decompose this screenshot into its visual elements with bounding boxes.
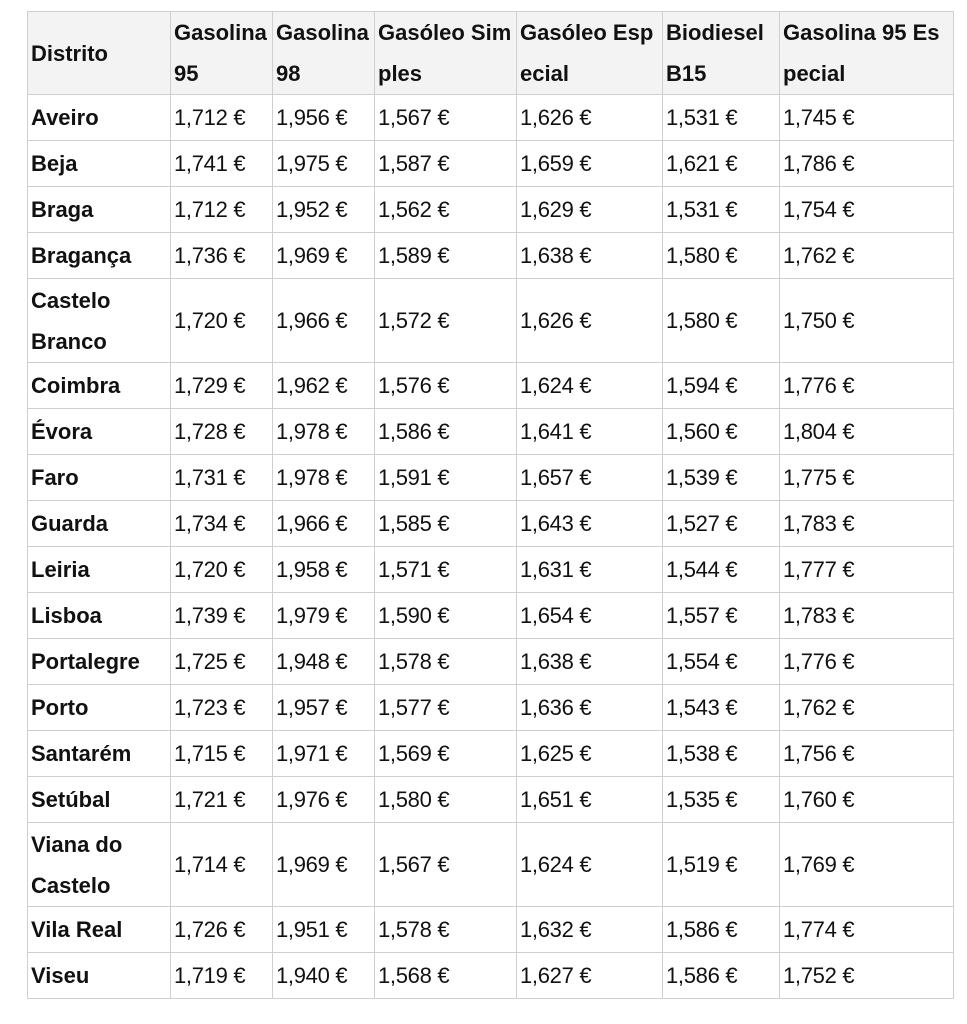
price-cell-gasolina-95: 1,720 € bbox=[171, 547, 273, 593]
table-row bbox=[28, 279, 954, 363]
table-row bbox=[28, 187, 954, 233]
price-cell-gasolina-95-especial: 1,776 € bbox=[780, 363, 954, 409]
table-row bbox=[28, 233, 954, 279]
price-cell-gasolina-98: 1,951 € bbox=[273, 907, 375, 953]
price-cell-gasoleo-especial: 1,641 € bbox=[517, 409, 663, 455]
price-cell-gasolina-95: 1,728 € bbox=[171, 409, 273, 455]
table-row bbox=[28, 685, 954, 731]
district-cell: Lisboa bbox=[28, 593, 171, 639]
fuel-price-table bbox=[27, 11, 954, 999]
table-row bbox=[28, 953, 954, 999]
price-cell-biodiesel-b15: 1,586 € bbox=[663, 953, 780, 999]
price-cell-gasolina-98: 1,948 € bbox=[273, 639, 375, 685]
price-cell-gasoleo-simples: 1,571 € bbox=[375, 547, 517, 593]
table-row bbox=[28, 455, 954, 501]
price-cell-gasolina-95-especial: 1,745 € bbox=[780, 95, 954, 141]
table-row bbox=[28, 731, 954, 777]
price-cell-gasoleo-simples: 1,567 € bbox=[375, 823, 517, 907]
district-cell: Viseu bbox=[28, 953, 171, 999]
price-cell-gasoleo-especial: 1,651 € bbox=[517, 777, 663, 823]
price-cell-gasolina-98: 1,969 € bbox=[273, 823, 375, 907]
district-cell: Castelo Branco bbox=[28, 279, 171, 363]
price-cell-gasolina-98: 1,978 € bbox=[273, 409, 375, 455]
table-row bbox=[28, 547, 954, 593]
price-cell-gasolina-95: 1,712 € bbox=[171, 187, 273, 233]
price-cell-gasoleo-simples: 1,589 € bbox=[375, 233, 517, 279]
price-cell-gasoleo-simples: 1,562 € bbox=[375, 187, 517, 233]
table-row bbox=[28, 593, 954, 639]
price-cell-gasolina-95-especial: 1,786 € bbox=[780, 141, 954, 187]
header-gasoleo-simples: Gasóleo Simples bbox=[375, 12, 517, 95]
price-cell-gasoleo-especial: 1,654 € bbox=[517, 593, 663, 639]
district-cell: Évora bbox=[28, 409, 171, 455]
price-cell-gasolina-98: 1,975 € bbox=[273, 141, 375, 187]
price-cell-gasolina-95: 1,731 € bbox=[171, 455, 273, 501]
price-cell-gasoleo-simples: 1,587 € bbox=[375, 141, 517, 187]
price-cell-gasoleo-especial: 1,626 € bbox=[517, 279, 663, 363]
price-cell-biodiesel-b15: 1,594 € bbox=[663, 363, 780, 409]
price-cell-gasolina-98: 1,957 € bbox=[273, 685, 375, 731]
price-cell-gasolina-95: 1,721 € bbox=[171, 777, 273, 823]
price-cell-gasolina-95-especial: 1,769 € bbox=[780, 823, 954, 907]
table-row bbox=[28, 823, 954, 907]
price-cell-gasoleo-especial: 1,629 € bbox=[517, 187, 663, 233]
price-cell-biodiesel-b15: 1,519 € bbox=[663, 823, 780, 907]
table-row bbox=[28, 363, 954, 409]
header-gasolina-98: Gasolina 98 bbox=[273, 12, 375, 95]
price-cell-biodiesel-b15: 1,543 € bbox=[663, 685, 780, 731]
price-cell-gasolina-95: 1,715 € bbox=[171, 731, 273, 777]
header-gasoleo-especial: Gasóleo Especial bbox=[517, 12, 663, 95]
price-cell-gasoleo-especial: 1,632 € bbox=[517, 907, 663, 953]
price-cell-biodiesel-b15: 1,557 € bbox=[663, 593, 780, 639]
price-cell-gasolina-95-especial: 1,804 € bbox=[780, 409, 954, 455]
price-cell-gasolina-98: 1,978 € bbox=[273, 455, 375, 501]
district-cell: Leiria bbox=[28, 547, 171, 593]
header-gasolina-95-especial: Gasolina 95 Especial bbox=[780, 12, 954, 95]
price-cell-gasolina-95: 1,736 € bbox=[171, 233, 273, 279]
price-cell-gasoleo-especial: 1,636 € bbox=[517, 685, 663, 731]
price-cell-gasolina-98: 1,966 € bbox=[273, 279, 375, 363]
price-cell-gasolina-95-especial: 1,754 € bbox=[780, 187, 954, 233]
price-cell-gasolina-95: 1,741 € bbox=[171, 141, 273, 187]
price-cell-gasolina-95: 1,729 € bbox=[171, 363, 273, 409]
price-cell-biodiesel-b15: 1,621 € bbox=[663, 141, 780, 187]
price-cell-gasolina-98: 1,940 € bbox=[273, 953, 375, 999]
price-cell-gasolina-95-especial: 1,777 € bbox=[780, 547, 954, 593]
price-cell-biodiesel-b15: 1,538 € bbox=[663, 731, 780, 777]
price-cell-gasoleo-simples: 1,577 € bbox=[375, 685, 517, 731]
table-body bbox=[28, 95, 954, 999]
price-cell-gasolina-95-especial: 1,756 € bbox=[780, 731, 954, 777]
price-cell-gasoleo-simples: 1,576 € bbox=[375, 363, 517, 409]
price-cell-gasolina-95-especial: 1,783 € bbox=[780, 501, 954, 547]
table-row bbox=[28, 95, 954, 141]
price-cell-gasolina-98: 1,962 € bbox=[273, 363, 375, 409]
price-cell-gasoleo-simples: 1,567 € bbox=[375, 95, 517, 141]
price-cell-gasoleo-simples: 1,586 € bbox=[375, 409, 517, 455]
price-cell-gasoleo-especial: 1,624 € bbox=[517, 363, 663, 409]
price-cell-gasoleo-especial: 1,625 € bbox=[517, 731, 663, 777]
price-cell-gasolina-98: 1,971 € bbox=[273, 731, 375, 777]
price-cell-gasolina-98: 1,958 € bbox=[273, 547, 375, 593]
price-cell-gasoleo-simples: 1,578 € bbox=[375, 639, 517, 685]
price-cell-gasolina-98: 1,956 € bbox=[273, 95, 375, 141]
price-cell-gasoleo-simples: 1,568 € bbox=[375, 953, 517, 999]
price-cell-gasolina-95-especial: 1,750 € bbox=[780, 279, 954, 363]
price-cell-gasoleo-especial: 1,626 € bbox=[517, 95, 663, 141]
price-cell-gasolina-95: 1,734 € bbox=[171, 501, 273, 547]
price-cell-biodiesel-b15: 1,539 € bbox=[663, 455, 780, 501]
district-cell: Guarda bbox=[28, 501, 171, 547]
district-cell: Bragança bbox=[28, 233, 171, 279]
district-cell: Braga bbox=[28, 187, 171, 233]
price-cell-biodiesel-b15: 1,527 € bbox=[663, 501, 780, 547]
price-cell-gasolina-98: 1,976 € bbox=[273, 777, 375, 823]
table-row bbox=[28, 639, 954, 685]
price-cell-gasoleo-especial: 1,657 € bbox=[517, 455, 663, 501]
table-row bbox=[28, 777, 954, 823]
price-cell-gasoleo-especial: 1,643 € bbox=[517, 501, 663, 547]
price-cell-gasolina-95-especial: 1,783 € bbox=[780, 593, 954, 639]
table-row bbox=[28, 501, 954, 547]
table-row bbox=[28, 907, 954, 953]
district-cell: Viana do Castelo bbox=[28, 823, 171, 907]
price-cell-gasolina-95: 1,726 € bbox=[171, 907, 273, 953]
price-cell-gasolina-95: 1,739 € bbox=[171, 593, 273, 639]
price-cell-gasoleo-simples: 1,590 € bbox=[375, 593, 517, 639]
price-cell-biodiesel-b15: 1,531 € bbox=[663, 187, 780, 233]
price-cell-gasoleo-simples: 1,591 € bbox=[375, 455, 517, 501]
price-cell-biodiesel-b15: 1,580 € bbox=[663, 279, 780, 363]
price-cell-biodiesel-b15: 1,535 € bbox=[663, 777, 780, 823]
district-cell: Portalegre bbox=[28, 639, 171, 685]
price-cell-gasolina-95-especial: 1,776 € bbox=[780, 639, 954, 685]
price-cell-gasolina-95: 1,712 € bbox=[171, 95, 273, 141]
price-cell-gasoleo-simples: 1,585 € bbox=[375, 501, 517, 547]
price-cell-gasolina-95-especial: 1,762 € bbox=[780, 233, 954, 279]
table-row bbox=[28, 409, 954, 455]
header-biodiesel-b15: Biodiesel B15 bbox=[663, 12, 780, 95]
header-distrito: Distrito bbox=[28, 12, 171, 95]
district-cell: Santarém bbox=[28, 731, 171, 777]
price-cell-biodiesel-b15: 1,586 € bbox=[663, 907, 780, 953]
price-cell-gasoleo-simples: 1,572 € bbox=[375, 279, 517, 363]
price-cell-gasoleo-especial: 1,638 € bbox=[517, 639, 663, 685]
price-cell-gasolina-98: 1,966 € bbox=[273, 501, 375, 547]
price-cell-gasolina-98: 1,969 € bbox=[273, 233, 375, 279]
price-cell-gasolina-95: 1,720 € bbox=[171, 279, 273, 363]
price-cell-gasolina-95-especial: 1,775 € bbox=[780, 455, 954, 501]
price-cell-gasolina-95-especial: 1,752 € bbox=[780, 953, 954, 999]
price-cell-gasolina-95-especial: 1,762 € bbox=[780, 685, 954, 731]
price-cell-gasoleo-simples: 1,569 € bbox=[375, 731, 517, 777]
price-cell-gasoleo-especial: 1,638 € bbox=[517, 233, 663, 279]
price-cell-biodiesel-b15: 1,560 € bbox=[663, 409, 780, 455]
district-cell: Faro bbox=[28, 455, 171, 501]
table-header-row bbox=[28, 12, 954, 95]
price-cell-gasoleo-especial: 1,631 € bbox=[517, 547, 663, 593]
price-cell-gasoleo-especial: 1,627 € bbox=[517, 953, 663, 999]
price-cell-gasoleo-simples: 1,580 € bbox=[375, 777, 517, 823]
price-cell-gasolina-95: 1,725 € bbox=[171, 639, 273, 685]
district-cell: Setúbal bbox=[28, 777, 171, 823]
price-cell-biodiesel-b15: 1,580 € bbox=[663, 233, 780, 279]
price-cell-gasolina-95-especial: 1,760 € bbox=[780, 777, 954, 823]
price-cell-biodiesel-b15: 1,544 € bbox=[663, 547, 780, 593]
district-cell: Vila Real bbox=[28, 907, 171, 953]
district-cell: Beja bbox=[28, 141, 171, 187]
table-row bbox=[28, 141, 954, 187]
district-cell: Coimbra bbox=[28, 363, 171, 409]
price-cell-gasolina-95: 1,719 € bbox=[171, 953, 273, 999]
price-cell-gasolina-98: 1,952 € bbox=[273, 187, 375, 233]
district-cell: Porto bbox=[28, 685, 171, 731]
price-cell-gasolina-95-especial: 1,774 € bbox=[780, 907, 954, 953]
price-cell-gasoleo-especial: 1,624 € bbox=[517, 823, 663, 907]
price-cell-biodiesel-b15: 1,554 € bbox=[663, 639, 780, 685]
price-cell-gasolina-95: 1,714 € bbox=[171, 823, 273, 907]
price-cell-gasoleo-simples: 1,578 € bbox=[375, 907, 517, 953]
price-cell-biodiesel-b15: 1,531 € bbox=[663, 95, 780, 141]
district-cell: Aveiro bbox=[28, 95, 171, 141]
price-cell-gasoleo-especial: 1,659 € bbox=[517, 141, 663, 187]
price-cell-gasolina-98: 1,979 € bbox=[273, 593, 375, 639]
header-gasolina-95: Gasolina 95 bbox=[171, 12, 273, 95]
price-cell-gasolina-95: 1,723 € bbox=[171, 685, 273, 731]
